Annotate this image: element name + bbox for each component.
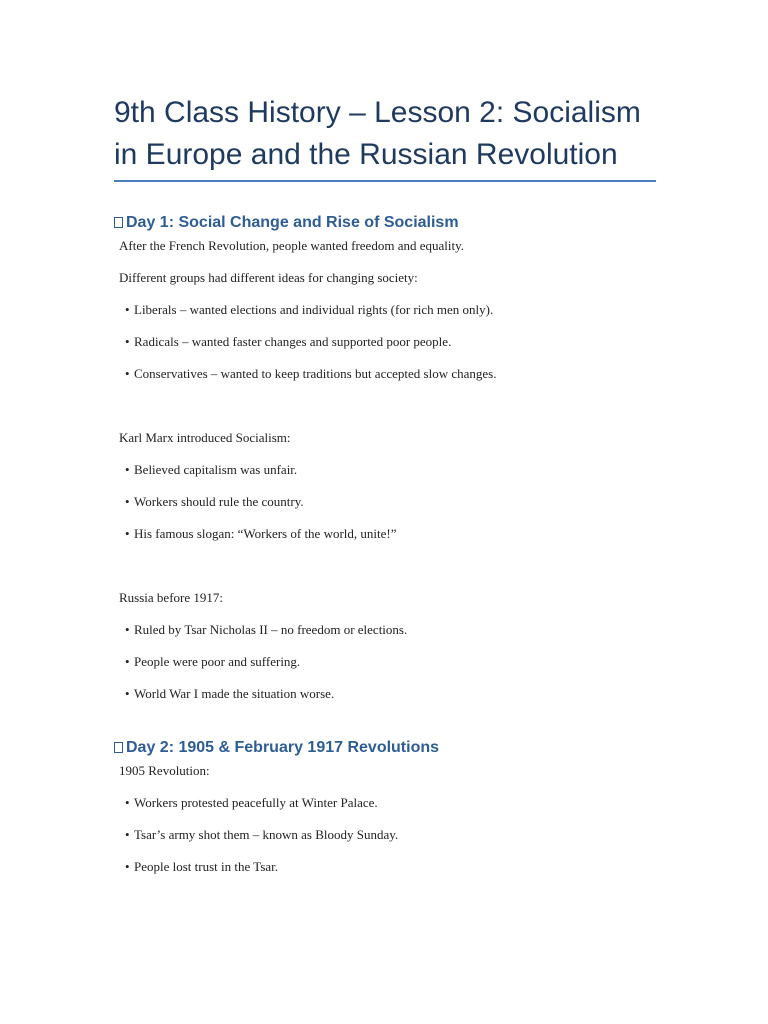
paragraph: 1905 Revolution: — [119, 763, 210, 778]
list-item-text: His famous slogan: “Workers of the world, unite!” — [134, 526, 397, 541]
list-item — [125, 653, 300, 671]
list-item — [125, 621, 407, 639]
section-heading-day-1-text: Day 1: Social Change and Rise of Socialism — [126, 214, 459, 231]
bullet-dot: • — [125, 654, 130, 669]
bullet-dot: • — [125, 526, 130, 541]
placeholder-box-icon — [114, 742, 123, 753]
title-line-2: in Europe and the Russian Revolution — [114, 138, 618, 171]
list-item-text: Conservatives – wanted to keep traditions but accepted slow changes. — [134, 366, 497, 381]
document-title — [114, 92, 656, 176]
list-item-text: Tsar’s army shot them – known as Bloody Sunday. — [134, 827, 399, 842]
paragraph: Different groups had different ideas for changing society: — [119, 270, 418, 285]
bullet-dot: • — [125, 302, 130, 317]
section-heading-day-1 — [114, 212, 459, 234]
list-item-text: Workers should rule the country. — [134, 494, 304, 509]
bullet-dot: • — [125, 686, 130, 701]
list-item-text: Liberals – wanted elections and individual rights (for rich men only). — [134, 302, 494, 317]
bullet-dot: • — [125, 366, 130, 381]
list-item — [125, 858, 278, 876]
list-item-text: Radicals – wanted faster changes and supported poor people. — [134, 334, 452, 349]
list-item-text: Workers protested peacefully at Winter Palace. — [134, 795, 378, 810]
list-item — [125, 461, 297, 479]
list-item — [125, 493, 304, 511]
bullet-dot: • — [125, 334, 130, 349]
list-item-text: People were poor and suffering. — [134, 654, 301, 669]
section-heading-day-2-text: Day 2: 1905 & February 1917 Revolutions — [126, 739, 440, 756]
list-item — [125, 685, 334, 703]
list-item-text: People lost trust in the Tsar. — [134, 859, 279, 874]
bullet-dot: • — [125, 859, 130, 874]
list-item — [125, 826, 398, 844]
list-item — [125, 333, 451, 351]
bullet-dot: • — [125, 494, 130, 509]
paragraph: Karl Marx introduced Socialism: — [119, 430, 291, 445]
bullet-dot: • — [125, 622, 130, 637]
bullet-dot: • — [125, 827, 130, 842]
list-item-text: Ruled by Tsar Nicholas II – no freedom or elections. — [134, 622, 408, 637]
document-page — [114, 92, 656, 874]
bullet-dot: • — [125, 462, 130, 477]
paragraph: Russia before 1917: — [119, 590, 223, 605]
list-item-text: World War I made the situation worse. — [134, 686, 335, 701]
list-item — [125, 525, 397, 543]
list-item — [125, 301, 493, 319]
title-line-1: 9th Class History – Lesson 2: Socialism — [114, 96, 641, 129]
title-underline — [114, 180, 656, 182]
paragraph: After the French Revolution, people wanted freedom and equality. — [119, 238, 464, 253]
list-item — [125, 365, 496, 383]
list-item-text: Believed capitalism was unfair. — [134, 462, 298, 477]
section-heading-day-2 — [114, 737, 439, 759]
placeholder-box-icon — [114, 217, 123, 228]
bullet-dot: • — [125, 795, 130, 810]
list-item — [125, 794, 378, 812]
